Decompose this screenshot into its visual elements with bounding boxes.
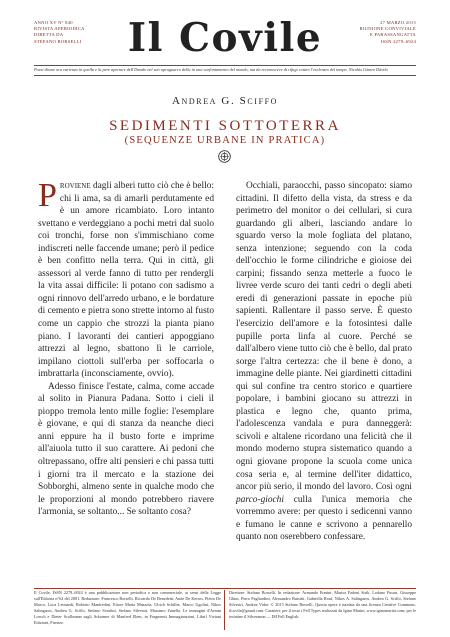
masthead-right-info <box>328 20 416 45</box>
paragraph: Adesso finisce l'estate, calma, come accade al solito in Pianura Padana. Sotto i cieli il pioppo tremola lento mille foglie: l'esemplare è giovane, e qui di stanza da neanche dieci anni eppure ha il busto forte e imprime all'aiuola tutto il suo carattere. Ai pedoni che oltrepassano, offre alti pensieri e chi passa tutti i giorni tra il mercato e la stazione dei Sobborghi, almeno sente in qualche modo che le proporzioni al mondo potrebbero riavere l'armonia, se soltanto... Se soltanto cosa? <box>38 381 214 518</box>
masthead-issn: ISSN 2279–6924 <box>380 38 416 44</box>
masthead <box>34 15 416 64</box>
article-column-left <box>38 177 214 519</box>
italic-phrase: parco-giochi <box>236 494 284 505</box>
lead-word: roviene <box>59 181 91 191</box>
footer-divider <box>224 590 225 630</box>
paragraph-text-end: culla l'unica memoria che vorremmo avere: per questo i sedicenni vanno e fumano le canne e scrivono a pennarello quanto non oserebbero confessare. <box>236 494 412 543</box>
paragraph-text: Occhiali, paraocchi, passo sincopato: siamo cittadini. Il difetto della vista, da stress e da perimetro del monitor o dei cellulari, si cura guardando gli alberi, lasciando andare lo sguardo verso la mole fogliata del platano, senza intenzione; seguendo con la coda dell'occhio le forme cilindriche e gioiose dei carpini; fissando senza metterle a fuoco le livree verde scuro dei tanti cedri o degli abeti eredi di generazioni passate in epoche più sapienti. Rallentare il passo serve. È questo l'esercizio dell'amore e la fotosintesi dalle pupille porta linfa al cuore. Perché se dall'albero viene tutto ciò che è bello, dal prato sorge l'altra certezza: che il bene è dono, a immagine delle piante. Nei giardinetti cittadini qui sul confine tra centro storico e quartiere popolare, i bambini giocano su attrezzi in plastica e legno che, quanto prima, l'adolescenza vandala e pura danneggerà: scivoli e altalene ricordano una felicità che il mondo moderno stupra sistematico quando a ogni giovane propone la scuola come unica cosa seria e, al termine dell'iter didattico, ancor più serio, il mondo del lavoro. Così ogni <box>236 181 412 493</box>
masthead-date: 27 MARZO 2015 <box>380 20 416 25</box>
article-subtitle: (SEQUENZE URBANE IN PRATICA) <box>124 135 326 146</box>
masthead-issue: ANNO XV N° 840 <box>34 20 73 25</box>
paragraph <box>236 180 412 544</box>
epigraph: Poesi dismo ora varienzo in quella e la pere aperture dell'Ilmodo nel suo apraguarco della in una varfontamento del mondo, ma da reconosceve di rifugi contro l'esclenzio del tempo. Nicolás Gómez Dávila <box>34 67 388 72</box>
article-title: SEDIMENTI SOTTOTERRA <box>109 118 341 134</box>
article-column-right <box>236 180 412 544</box>
article-author: Andrea G. Sciffo <box>171 95 279 107</box>
epigraph-rule <box>34 75 416 76</box>
footer-rule <box>34 588 416 589</box>
masthead-title: Il Covile <box>127 15 323 61</box>
masthead-directed-by: DIRETTA DA <box>34 32 64 38</box>
footer-left: Il Covile, ISSN 2279–6924 è una pubblicazione non periodica e non commerciale, ai sensi della Legge sull'Editoria n°62 del 2001. Redazione: Francesco Borselli, Riccardo De Benedetti, Aude De Kerros, Pietro De Marco, Luca Leonardi, Roberto Manfredini, Ettore Maria Mazzola, Ulrich Schiller, Marco Ugolini, Nikos Salingaros, Andrea G. Sciffo, Stefano Serafini, Stefano Silvestri, Massimo Zanella. Le immagini d'Armin Lorsch e Dieter Scollmann sugli Arkaimer di Manfred Eben, in Fragmenti Immaginazioni. Librif Viviani Edizioni, Firenze. <box>34 590 221 625</box>
masthead-meeting: RIUNIONE CONVIVIALE <box>359 26 416 32</box>
masthead-director: STEFANO BORSELLI <box>34 38 82 44</box>
masthead-extra: E PARASSANGATTA <box>370 32 416 38</box>
paragraph-text: dagli alberi tutto ciò che è bello: chi li ama, sa di amarli perdutamente ed è un amore ricambiato. Loro intanto svettano e verdeggiano a pochi metri dal suolo coi tronchi, forse non s'immischiano come indiscreti nelle faccende umane; però il pedice è ben confitto nella terra. Qui in città, gli assessori al verde fanno di tutto per rendergli la vita assai difficile: li potano con sadismo a ogni rinnovo dell'arredo urbano, e le bordature di cemento e pietra sono strette intorno al fusto come un cappio che strozzi la pianta piano piano. I lavoranti dei cantieri appoggiano attrezzi al legno, sbattono lì le carriole, impilano ciottoli sull'erba per soffocarla o imbrattarla (inconsciamente, ovvio). <box>38 181 214 380</box>
masthead-kind: RIVISTA APERIODICA <box>34 26 85 32</box>
ornament-icon <box>218 150 231 163</box>
drop-cap: P <box>38 177 57 214</box>
paragraph <box>38 177 214 381</box>
masthead-rule <box>34 65 416 66</box>
footer-right: Direttore: Stefano Borselli. In redazione: Armando Ermini, Marisa Fadoni Strik, Lodano Fusari, Giuseppe Ghini, Piero Pagliardini, Alessandro Rutsitti, Gabriella Rouf, Nikos A. Salingaros, Andrea G. Sciffo, Stefano Silvestri, Andrea Vidor. © 2015 Stefano Borselli. Questa opera è tutelata da una licenza Creative Commons. ilcovile@gmail.com. Caratteri: per il testo i Fell Types realizzati da Igino Marini, www.iginomarini.com; per le testatine il Silveranon — IM Fell English. <box>229 590 416 619</box>
